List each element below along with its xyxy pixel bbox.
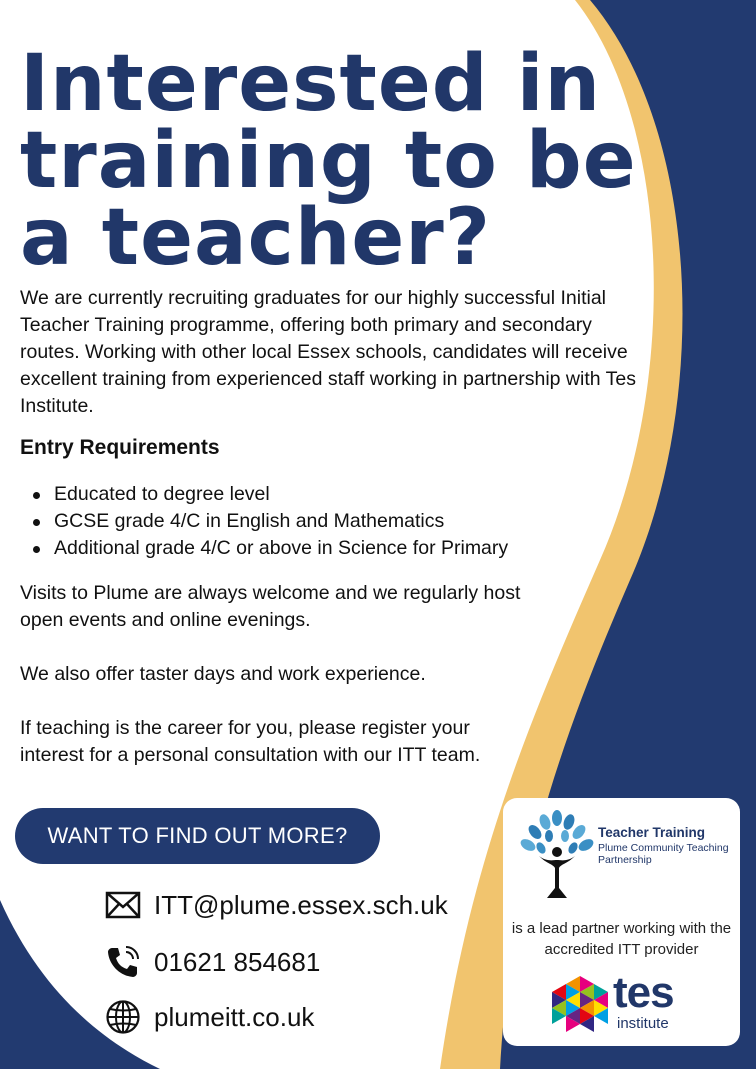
tes-mosaic-icon bbox=[550, 974, 610, 1034]
title-line-3: a teacher? bbox=[20, 193, 491, 283]
phone-contact[interactable] bbox=[104, 942, 320, 982]
phone-number[interactable]: 01621 854681 bbox=[154, 946, 321, 977]
partner-statement: is a lead partner working with the accredited ITT provider bbox=[511, 920, 732, 958]
logo-title: Teacher Training bbox=[598, 825, 706, 840]
requirement-item: Additional grade 4/C or above in Science for Primary bbox=[20, 535, 508, 562]
website-link[interactable]: plumeitt.co.uk bbox=[154, 1001, 315, 1032]
email-contact[interactable] bbox=[104, 885, 448, 925]
requirements-heading: Entry Requirements bbox=[20, 436, 220, 459]
taster-paragraph: We also offer taster days and work experience. bbox=[20, 663, 426, 685]
email-link[interactable]: ITT@plume.essex.sch.uk bbox=[154, 889, 448, 920]
globe-icon bbox=[104, 998, 142, 1036]
tree-logo-icon bbox=[517, 808, 597, 900]
logo-subtitle: Plume Community Teaching Partnership bbox=[598, 842, 729, 866]
tes-institute-logo bbox=[550, 968, 690, 1038]
page-title bbox=[20, 39, 640, 283]
title-line-2: training to be bbox=[20, 116, 637, 206]
requirements-list bbox=[20, 481, 508, 562]
tes-institute-label: institute bbox=[617, 1015, 669, 1032]
intro-paragraph: We are currently recruiting graduates for our highly successful Initial Teacher Training programme, offering both primary and secondary routes. Working with other local Essex schools, candidates will receive excellent training from experienced staff working in partnership with Tes Institute. bbox=[20, 287, 637, 417]
phone-icon bbox=[104, 943, 142, 981]
tes-wordmark: tes bbox=[613, 968, 674, 1017]
visits-paragraph: Visits to Plume are always welcome and we regularly host open events and online evenings. bbox=[20, 582, 521, 631]
website-contact[interactable] bbox=[104, 997, 314, 1037]
find-out-more-button[interactable]: WANT TO FIND OUT MORE? bbox=[15, 808, 380, 864]
register-paragraph: If teaching is the career for you, please register your interest for a personal consultation with our ITT team. bbox=[20, 717, 481, 766]
title-line-1: Interested in bbox=[20, 39, 601, 129]
requirement-item: Educated to degree level bbox=[20, 481, 508, 508]
requirement-item: GCSE grade 4/C in English and Mathematics bbox=[20, 508, 508, 535]
envelope-icon bbox=[104, 886, 142, 924]
partner-card bbox=[503, 798, 740, 1046]
